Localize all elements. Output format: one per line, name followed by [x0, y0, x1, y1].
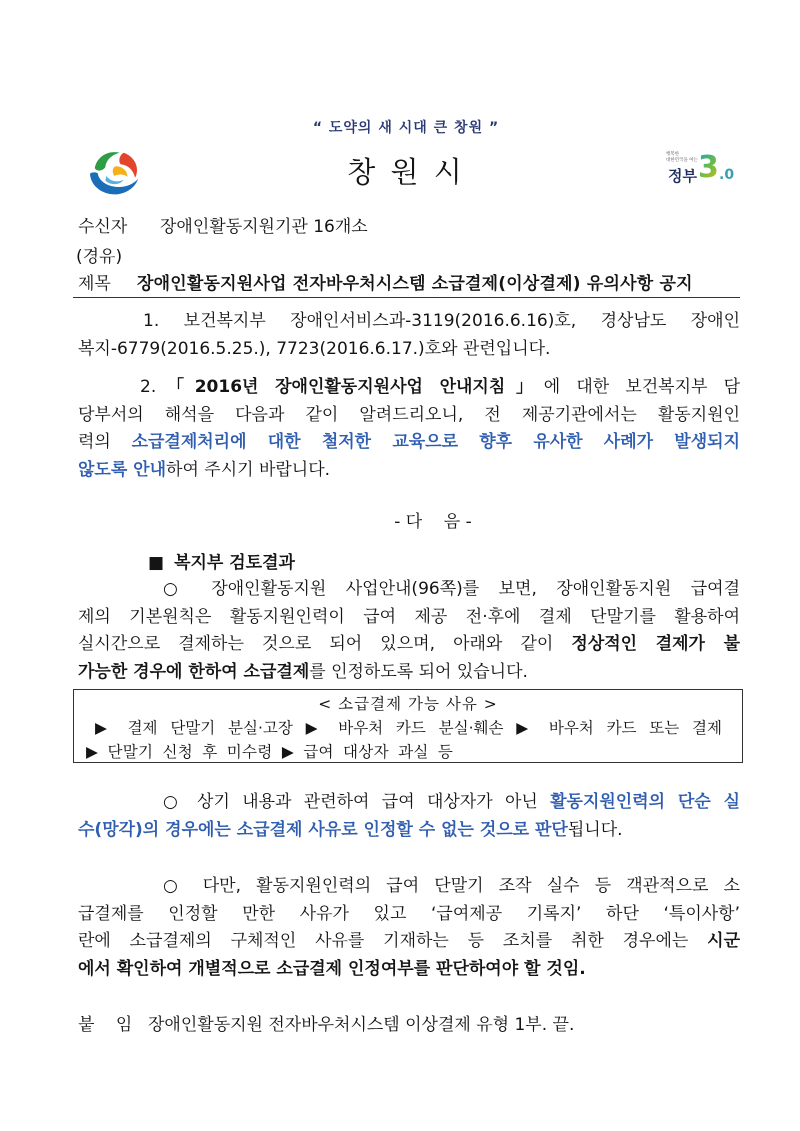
attachment-label: 붙 임 — [78, 1015, 133, 1035]
paragraph-line — [78, 457, 740, 485]
paragraph-line — [78, 901, 740, 929]
gov-logo-version-minor: .0 — [719, 167, 735, 183]
paragraph-line — [78, 604, 740, 632]
text-segment: ○ 다만, 활동지원인력의 급여 단말기 조작 실수 등 객관적으로 소 — [163, 876, 740, 896]
text-segment: 실시간으로 결제하는 것으로 되어 있으며, 아래와 같이 — [78, 634, 572, 654]
emphasis-bold-text: 시군 — [707, 931, 740, 951]
paragraph-line — [78, 789, 740, 817]
paragraph-line — [78, 956, 740, 984]
text-segment: 됩니다. — [567, 819, 623, 840]
gov-logo-tagline-line-2: 대한민국을 여는 — [666, 157, 698, 163]
gov-logo-name: 정부 — [668, 167, 697, 185]
emphasis-blue-text: 않도록 안내 — [78, 459, 167, 480]
emphasis-blue-text: 소급결제처리에 대한 철저한 교육으로 향후 유사한 사례가 발생되지 — [131, 432, 740, 452]
issuing-organization-title: 창 원 시 — [347, 155, 465, 189]
review-heading-text: 복지부 검토결과 — [174, 553, 295, 573]
via-label: (경유) — [76, 247, 123, 267]
text-segment: 를 인정하도록 되어 있습니다. — [309, 661, 528, 682]
text-segment: 하여 주시기 바랍니다. — [166, 459, 331, 480]
review-item-1 — [78, 576, 740, 686]
text-segment: ○ 장애인활동지원 사업안내(96쪽)를 보면, 장애인활동지원 급여결 — [163, 579, 740, 599]
reasons-box-line: ▶ 단말기 신청 후 미수령 ▶ 급여 대상자 과실 등 — [86, 743, 454, 761]
recipient-value: 장애인활동지원기관 16개소 — [160, 217, 368, 237]
paragraph-1 — [78, 308, 740, 363]
text-segment: 당부서의 해석을 다음과 같이 알려드리오니, 전 제공기관에서는 활동지원인 — [78, 404, 740, 425]
paragraph-line: 1. 보건복지부 장애인서비스과-3119(2016.6.16)호, 경상남도 장애인 — [143, 311, 740, 331]
paragraph-line: 복지-6779(2016.5.25.), 7723(2016.6.17.)호와 관련입니다. — [78, 338, 551, 359]
gov-logo-version-major: 3 — [698, 150, 719, 185]
paragraph-line — [78, 873, 740, 901]
changwon-city-symbol-icon — [87, 147, 141, 197]
guideline-title-bold: 「2016년 장애인활동지원사업 안내지침」 — [156, 377, 544, 397]
text-segment: ○ 상기 내용과 관련하여 급여 대상자가 아닌 — [163, 792, 551, 812]
subject-value: 장애인활동지원사업 전자바우처시스템 소급결제(이상결제) 유의사항 공지 — [137, 274, 693, 294]
attachment-value: 장애인활동지원 전자바우처시스템 이상결제 유형 1부. 끝. — [148, 1015, 575, 1035]
review-item-2 — [78, 789, 740, 844]
symbol-lightblue-wave — [105, 176, 123, 184]
retroactive-payment-reasons-box — [73, 689, 743, 763]
emphasis-bold-text: 에서 확인하여 개별적으로 소급결제 인정여부를 판단하여야 할 것임. — [78, 958, 586, 979]
paragraph-line — [78, 429, 740, 457]
emphasis-bold-text: 정상적인 결제가 불 — [571, 634, 740, 654]
text-segment: 에 대한 보건복지부 담 — [543, 377, 740, 397]
gov-logo-tagline-line-1: 행복한 — [666, 151, 680, 157]
recipient-label: 수신자 — [78, 217, 128, 237]
paragraph-line — [78, 374, 740, 402]
reasons-box-title: < 소급결제 가능 사유 > — [318, 695, 498, 713]
text-segment: 력의 — [78, 432, 132, 452]
government-3-0-logo — [663, 148, 739, 188]
paragraph-line — [78, 928, 740, 956]
text-segment: 2. — [140, 377, 157, 397]
paragraph-2 — [78, 374, 740, 484]
paragraph-line — [78, 817, 740, 845]
square-bullet-icon: ■ — [148, 553, 165, 573]
text-segment: 제의 기본원칙은 활동지원인력이 급여 제공 전·후에 결제 단말기를 활용하여 — [78, 606, 740, 627]
paragraph-line — [78, 659, 740, 687]
subject-label: 제목 — [78, 274, 111, 294]
emphasis-bold-text: 가능한 경우에 한하여 소급결제 — [78, 661, 310, 682]
review-heading — [148, 549, 295, 577]
city-slogan: “ 도약의 새 시대 큰 창원 ” — [312, 120, 500, 136]
paragraph-line — [78, 631, 740, 659]
subject-divider — [73, 297, 740, 298]
text-segment: 란에 소급결제의 구체적인 사유를 기재하는 등 조치를 취한 경우에는 — [78, 931, 708, 951]
paragraph-line — [78, 402, 740, 430]
reasons-box-line: ▶ 결제 단말기 분실·고장 ▶ 바우처 카드 분실·훼손 ▶ 바우처 카드 또는 결제 — [95, 719, 722, 737]
paragraph-line — [78, 576, 740, 604]
symbol-yellow-leaf — [113, 166, 128, 177]
text-segment: 급결제를 인정할 만한 사유가 있고 ‘급여제공 기록지’ 하단 ‘특이사항’ — [78, 903, 740, 924]
emphasis-blue-text: 활동지원인력의 단순 실 — [550, 792, 740, 812]
review-item-3 — [78, 873, 740, 983]
following-section-mark: - 다 음 - — [394, 512, 472, 532]
emphasis-blue-text: 수(망각)의 경우에는 소급결제 사유로 인정할 수 없는 것으로 판단 — [78, 819, 568, 840]
